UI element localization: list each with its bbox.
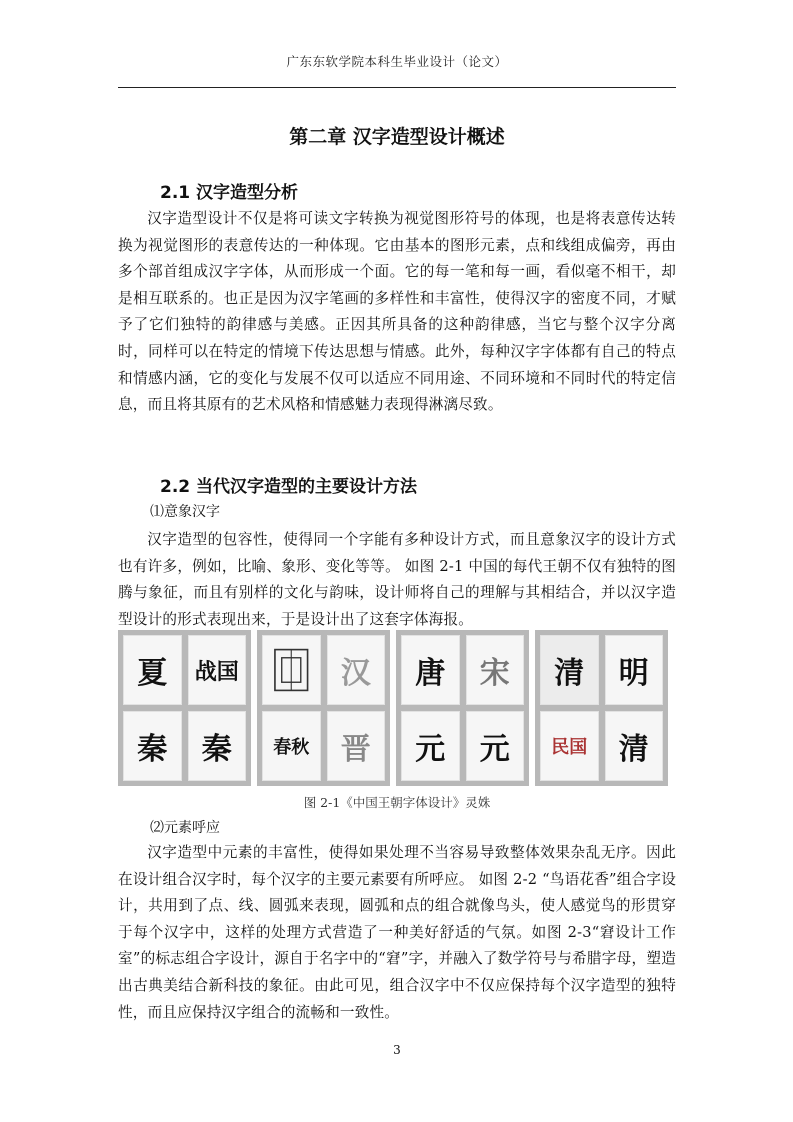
- poster-image: [262, 635, 321, 705]
- subsection-echo-paragraph: 汉字造型中元素的丰富性，使得如果处理不当容易导致整体效果杂乱无序。因此在设计组合汉字时，每个汉字的主要元素要有所呼应。 如图 2-2 “鸟语花香”组合字设计，共用到了点、线、圆弧来表现，圆弧和点的组合就像鸟头，使人感觉鸟的形贯穿于每个汉字中，这样的处理方式营造了一种美好舒适的气氛。如图 2-3“窘设计工作室”的标志组合字设计，源自于名字中的“窘”字，并融入了数学符号与希腊字母，塑造出古典美结合新科技的象征。由此可见，组合汉字中不仅应保持每个汉字造型的独特性，而且应保持汉字组合的流畅和一致性。: [118, 844, 676, 1021]
- poster-image: 汉: [327, 635, 386, 705]
- poster-image: 秦: [123, 711, 182, 781]
- section-2-1-heading: 2.1 汉字造型分析: [160, 183, 299, 203]
- figure-caption: 图 2-1《中国王朝字体设计》灵姝: [303, 795, 491, 810]
- poster-image: 元: [466, 711, 525, 781]
- poster-panel: [257, 630, 390, 786]
- section-2-1-paragraph: 汉字造型设计不仅是将可读文字转换为视觉图形符号的体现，也是将表意传达转换为视觉图形的表意传达的一种体现。它由基本的图形元素，点和线组成偏旁，再由多个部首组成汉字字体，从而形成一个面。它的每一笔和每一画，看似毫不相干，却是相互联系的。也正是因为汉字笔画的多样性和丰富性，使得汉字的密度不同，才赋予了它们独特的韵律感与美感。正因其所具备的这种韵律感，当它与整个汉字分离时，同样可以在特定的情境下传达思想与情感。此外，每种汉字字体都有自己的特点和情感内涵，它的变化与发展不仅可以适应不同用途、不同环境和不同时代的特定信息，而且将其原有的艺术风格和情感魅力表现得淋漓尽致。: [118, 210, 676, 414]
- poster-image: 民国: [540, 711, 599, 781]
- poster-image: 清: [605, 711, 664, 781]
- subsection-imagery-heading: ⑴意象汉字: [150, 504, 220, 520]
- ornament-graphic: [263, 636, 320, 704]
- subsection-echo-heading: ⑵元素呼应: [150, 820, 220, 836]
- poster-panel: [118, 630, 251, 786]
- header-rule: [118, 87, 676, 88]
- poster-image: 夏: [123, 635, 182, 705]
- page-number: 3: [393, 1043, 401, 1057]
- poster-image: 秦: [188, 711, 247, 781]
- poster-image: 春秋: [262, 711, 321, 781]
- subsection-imagery-paragraph: 汉字造型的包容性，使得同一个字能有多种设计方式，而且意象汉字的设计方式也有许多，例如，比喻、象形、变化等等。 如图 2-1 中国的每代王朝不仅有独特的图腾与象征，而且有别样的文化与韵味，设计师将自己的理解与其相结合，并以汉字造型设计的形式表现出来，于是设计出了这套字体海报。: [118, 531, 676, 628]
- poster-image: 唐: [401, 635, 460, 705]
- poster-image: 明: [605, 635, 664, 705]
- poster-image: 元: [401, 711, 460, 781]
- poster-image: 晋: [327, 711, 386, 781]
- chapter-title: 第二章 汉字造型设计概述: [289, 126, 505, 148]
- poster-image: 清: [540, 635, 599, 705]
- figure-2-1: [118, 630, 668, 786]
- poster-image: 宋: [466, 635, 525, 705]
- running-header: 广东东软学院本科生毕业设计（论文）: [286, 54, 508, 69]
- poster-panel: [396, 630, 529, 786]
- poster-panel: [535, 630, 668, 786]
- section-2-2-heading: 2.2 当代汉字造型的主要设计方法: [160, 477, 418, 497]
- poster-image: 战国: [188, 635, 247, 705]
